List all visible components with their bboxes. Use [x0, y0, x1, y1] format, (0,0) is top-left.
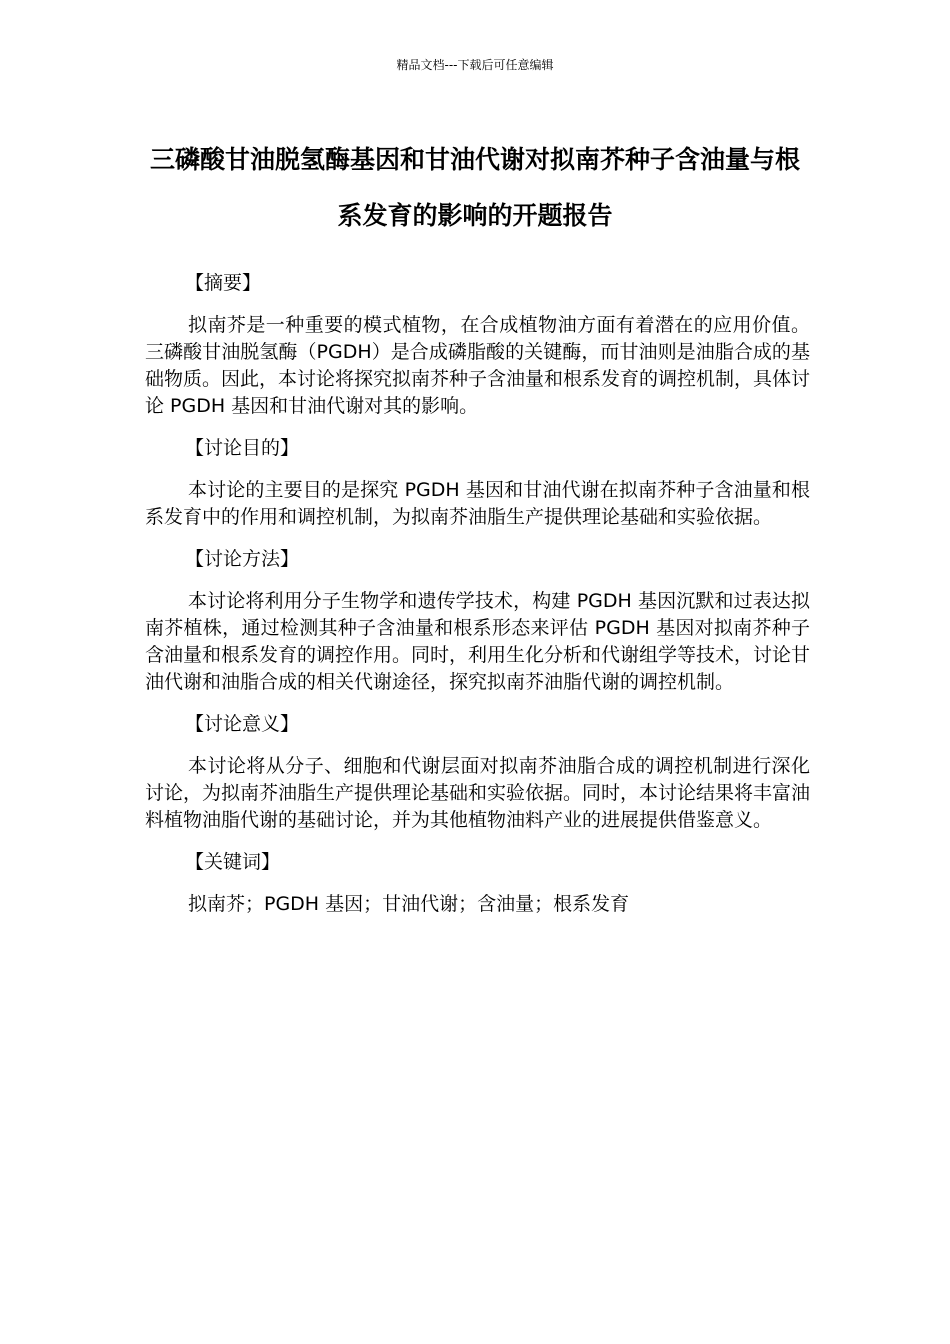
section-paragraph: 本讨论将从分子、细胞和代谢层面对拟南芥油脂合成的调控机制进行深化讨论，为拟南芥油脂生产提供理论基础和实验依据。同时，本讨论结果将丰富油料植物油脂代谢的基础讨论，并为其他植物油料产业的进展提供借鉴意义。: [145, 755, 811, 831]
section-heading: 【关键词】: [185, 851, 281, 873]
section-method: [145, 546, 810, 696]
section-heading: 【讨论方法】: [185, 548, 300, 570]
section-heading: 【讨论目的】: [185, 437, 300, 459]
header-note: 精品文档---下载后可任意编辑: [396, 58, 554, 72]
section-paragraph: 拟南芥是一种重要的模式植物，在合成植物油方面有着潜在的应用价值。三磷酸甘油脱氢酶（PGDH）是合成磷脂酸的关键酶，而甘油则是油脂合成的基础物质。因此，本讨论将探究拟南芥种子含油量和根系发育的调控机制，具体讨论 PGDH 基因和甘油代谢对其的影响。: [145, 314, 811, 417]
section-paragraph: 本讨论的主要目的是探究 PGDH 基因和甘油代谢在拟南芥种子含油量和根系发育中的作用和调控机制，为拟南芥油脂生产提供理论基础和实验依据。: [145, 479, 810, 528]
section-heading: 【讨论意义】: [185, 713, 300, 735]
keywords-line: 拟南芥；PGDH 基因；甘油代谢；含油量；根系发育: [188, 893, 630, 915]
section-paragraph: 本讨论将利用分子生物学和遗传学技术，构建 PGDH 基因沉默和过表达拟南芥植株，通过检测其种子含油量和根系形态来评估 PGDH 基因对拟南芥种子含油量和根系发育的调控作用。同时，利用生化分析和代谢组学等技术，讨论甘油代谢和油脂合成的相关代谢途径，探究拟南芥油脂代谢的调控机制。: [145, 590, 811, 693]
section-keywords: [145, 849, 810, 918]
section-significance: [145, 711, 810, 834]
document-title: 三磷酸甘油脱氢酶基因和甘油代谢对拟南芥种子含油量与根系发育的影响的开题报告: [149, 145, 800, 230]
document-body: [145, 270, 810, 933]
section-abstract: [145, 270, 810, 420]
section-heading: 【摘要】: [185, 272, 262, 294]
section-purpose: [145, 435, 810, 531]
